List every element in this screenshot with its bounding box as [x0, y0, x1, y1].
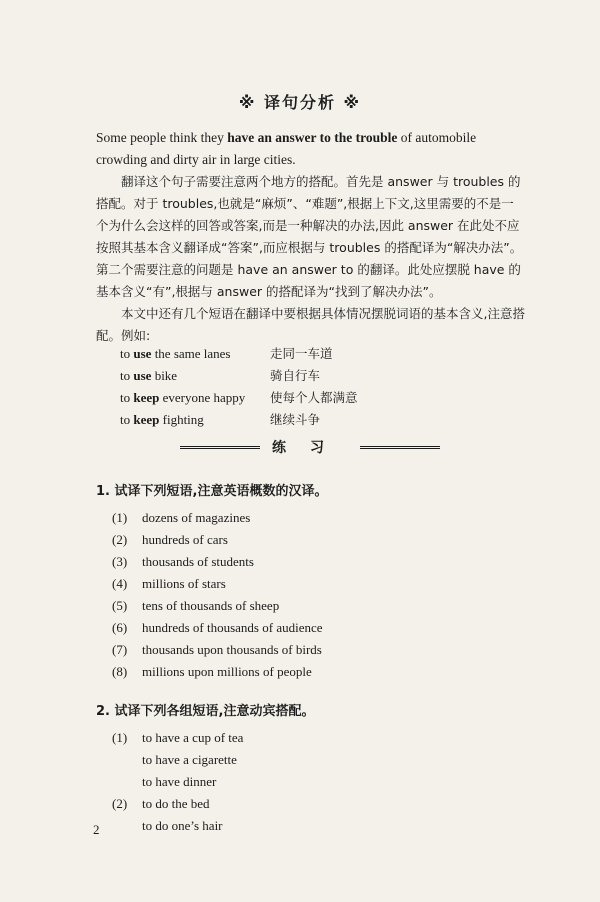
sentence-post: of automobile crowding and dirty air in large cities. [96, 130, 477, 167]
page-number: 2 [93, 822, 100, 837]
example-chinese: 走同一车道 [270, 346, 333, 361]
exercise-1-title: 1. 试译下列短语,注意英语概数的汉译。 [96, 484, 328, 499]
analysis-sentence [96, 127, 526, 171]
practice-divider [180, 437, 440, 457]
practice-title: 练习 [272, 440, 348, 456]
divider-line-right [360, 446, 440, 449]
exercise-2-group-1: (1) to have a cup of tea [112, 730, 244, 745]
example-row-2 [120, 365, 540, 387]
exercise-1-item: (6) hundreds of thousands of audience [112, 620, 323, 635]
sentence-pre: Some people think they [96, 130, 228, 145]
exercise-1-item: (1) dozens of magazines [112, 510, 251, 525]
example-english: to keep fighting [120, 412, 204, 427]
example-english: to use the same lanes [120, 346, 231, 361]
example-chinese: 使每个人都满意 [270, 390, 358, 405]
divider-line-left [180, 446, 260, 449]
example-chinese: 继续斗争 [270, 412, 321, 427]
example-english: to use bike [120, 368, 178, 383]
exercise-1-item: (5) tens of thousands of sheep [112, 598, 280, 613]
exercise-2-title: 2. 试译下列各组短语,注意动宾搭配。 [96, 704, 315, 719]
section-heading: ※ 译句分析 ※ [238, 93, 362, 112]
example-row-1 [120, 343, 540, 365]
example-row-4 [120, 409, 540, 431]
exercise-2-line: to do one’s hair [142, 818, 223, 833]
exercise-2-group-2: (2) to do the bed [112, 796, 210, 811]
exercise-1-item: (3) thousands of students [112, 554, 254, 569]
example-chinese: 骑自行车 [270, 368, 321, 383]
exercise-1-item: (7) thousands upon thousands of birds [112, 642, 322, 657]
example-row-3 [120, 387, 540, 409]
example-english: to keep everyone happy [120, 390, 246, 405]
analysis-paragraph-2: 本文中还有几个短语在翻译中要根据具体情况摆脱词语的基本含义,注意搭配。例如: [96, 306, 525, 343]
exercise-1-item: (2) hundreds of cars [112, 532, 228, 547]
sentence-bold: have an answer to the trouble [227, 130, 398, 145]
exercise-2-line: to have dinner [142, 774, 217, 789]
exercise-1-item: (8) millions upon millions of people [112, 664, 312, 679]
exercise-1-item: (4) millions of stars [112, 576, 226, 591]
analysis-paragraph-1: 翻译这个句子需要注意两个地方的搭配。首先是 answer 与 troubles 的搭配。对于 troubles,也就是“麻烦”、“难题”,根据上下文,这里需要的不是一个为什么会这样的回答或答案,而是一种解决的办法,因此 answer 在此处不应按照其基本含义翻译成“答案”,而应根据与 troubles 的搭配译为“解决办法”。第二个需要注意的问题是 have an answer to 的翻译。此处应摆脱 have 的基本含义“有”,根据与 answer 的搭配译为“找到了解决办法”。 [96, 174, 523, 299]
exercise-2-line: to have a cigarette [142, 752, 237, 767]
